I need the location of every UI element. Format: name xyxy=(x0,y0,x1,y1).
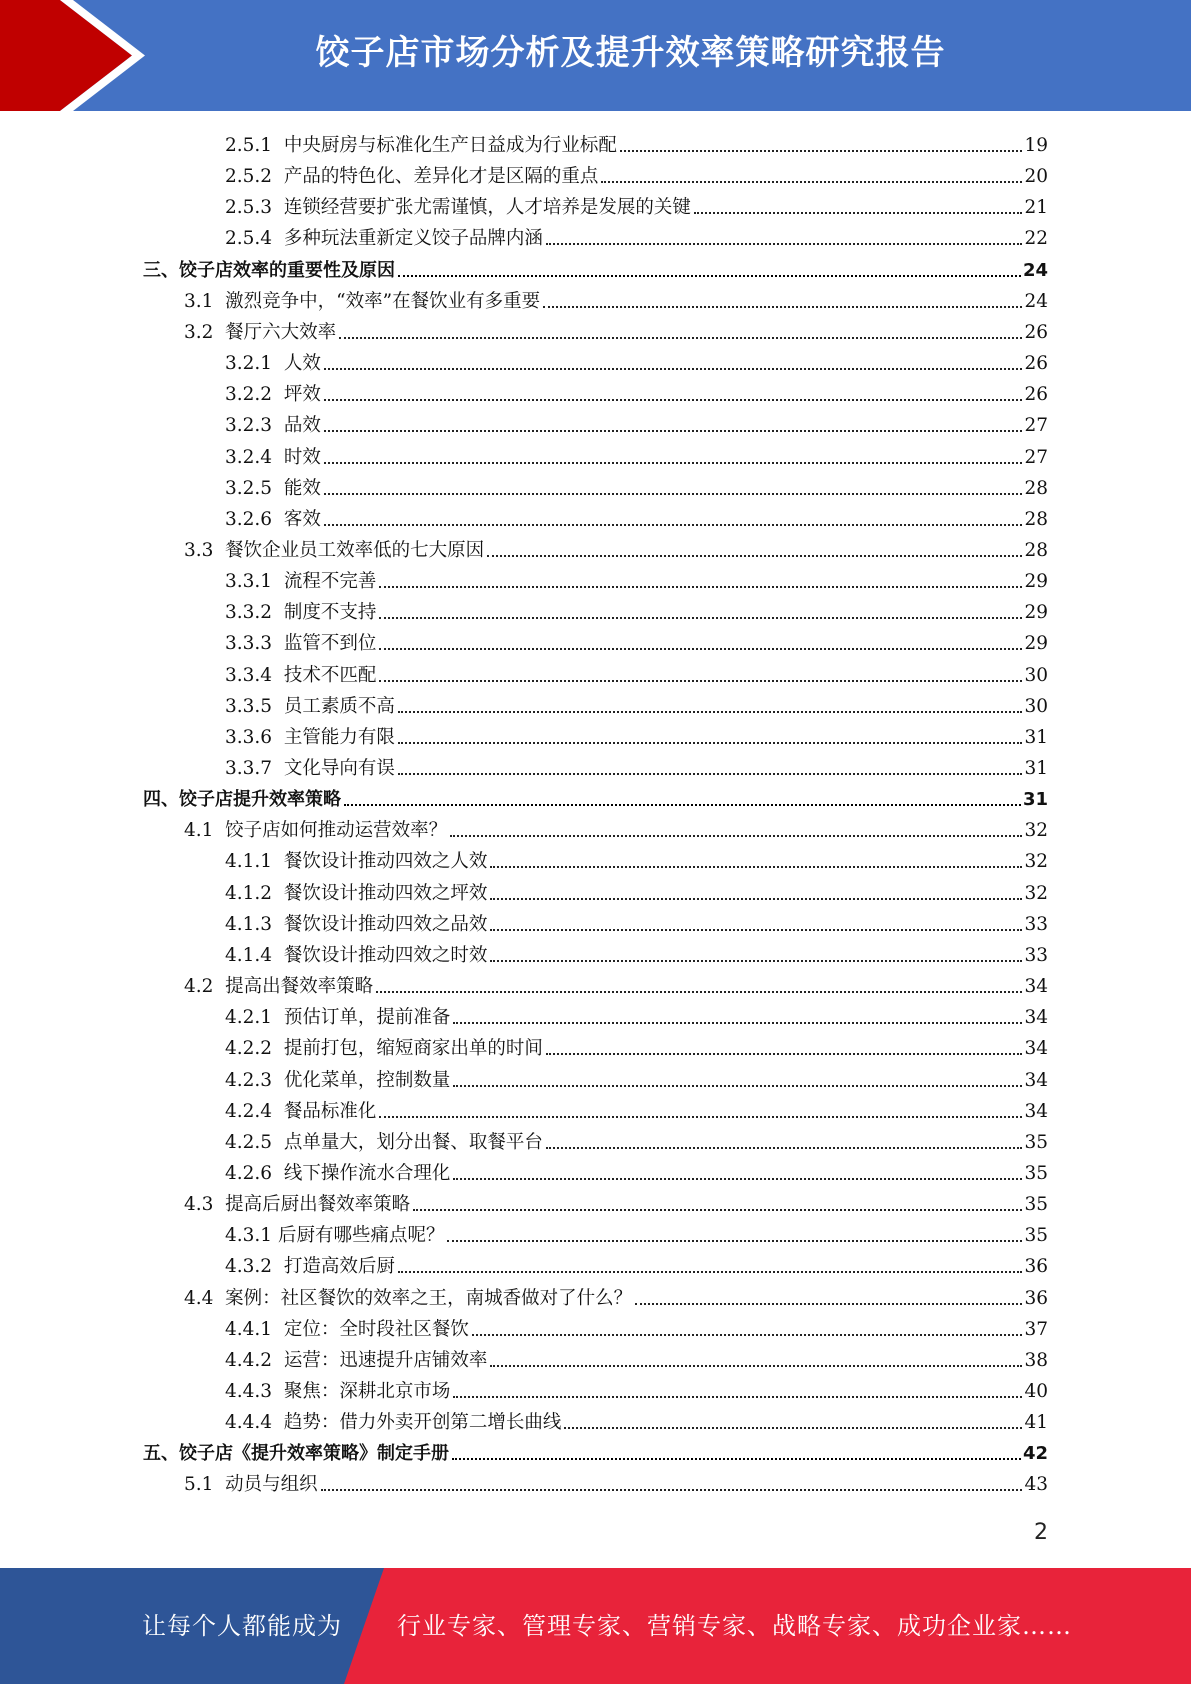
toc-entry[interactable] xyxy=(225,657,1048,688)
toc-leader-dots xyxy=(472,1333,1023,1336)
toc-entry-label: 2.5.1 中央厨房与标准化生产日益成为行业标配 xyxy=(225,135,617,156)
toc-entry-label: 2.5.3 连锁经营要扩张尤需谨慎，人才培养是发展的关键 xyxy=(225,197,691,219)
toc-entry-page: 24 xyxy=(1024,290,1048,312)
toc-entry[interactable] xyxy=(225,220,1048,251)
toc-entry-label: 3.2.1 人效 xyxy=(225,353,321,375)
toc-entry[interactable] xyxy=(225,1342,1048,1373)
toc-leader-dots xyxy=(324,429,1023,432)
toc-entry-label: 4.3.2 打造高效后厨 xyxy=(225,1256,395,1278)
toc-entry-label: 3.3.5 员工素质不高 xyxy=(225,695,395,717)
toc-entry[interactable] xyxy=(225,1217,1048,1248)
toc-entry-label: 4.2.3 优化菜单，控制数量 xyxy=(225,1069,451,1091)
toc-leader-dots xyxy=(694,211,1023,214)
toc-entry-label: 4.2.4 餐品标准化 xyxy=(225,1100,377,1122)
toc-entry[interactable] xyxy=(225,501,1048,532)
toc-entry[interactable] xyxy=(225,1404,1048,1435)
toc-entry-page: 36 xyxy=(1024,1256,1048,1278)
toc-leader-dots xyxy=(379,1115,1022,1118)
toc-leader-dots xyxy=(413,1208,1022,1211)
toc-entry-page: 34 xyxy=(1024,976,1048,998)
toc-entry-page: 27 xyxy=(1024,446,1048,468)
toc-entry-page: 30 xyxy=(1024,695,1048,717)
toc-leader-dots xyxy=(398,741,1023,744)
toc-entry[interactable] xyxy=(225,1124,1048,1155)
footer-slogan-right: 行业专家、管理专家、营销专家、战略专家、成功企业家…… xyxy=(397,1612,1072,1640)
toc-entry[interactable] xyxy=(184,532,1048,563)
toc-entry-label: 3.2.4 时效 xyxy=(225,446,321,468)
toc-entry-label: 3.3.4 技术不匹配 xyxy=(225,664,377,686)
toc-entry-label: 4.1 饺子店如何推动运营效率？ xyxy=(184,820,448,842)
toc-entry-page: 31 xyxy=(1024,758,1048,779)
toc-entry-page: 35 xyxy=(1024,1162,1048,1184)
toc-entry[interactable] xyxy=(184,968,1048,999)
document-title: 饺子店市场分析及提升效率策略研究报告 xyxy=(315,33,946,73)
toc-entry-label: 4.2.6 线下操作流水合理化 xyxy=(225,1162,451,1184)
toc-leader-dots xyxy=(543,305,1022,308)
toc-entry-label: 4.4.1 定位：全时段社区餐饮 xyxy=(225,1318,469,1340)
toc-leader-dots xyxy=(321,1488,1023,1491)
toc-entry-page: 35 xyxy=(1024,1131,1048,1153)
toc-entry[interactable] xyxy=(225,1373,1048,1404)
toc-leader-dots xyxy=(324,523,1023,526)
toc-leader-dots xyxy=(344,803,1021,806)
toc-entry-page: 36 xyxy=(1024,1287,1048,1309)
toc-leader-dots xyxy=(453,1021,1022,1024)
toc-leader-dots xyxy=(450,834,1022,837)
toc-entry-page: 30 xyxy=(1024,664,1048,686)
toc-entry-label: 3.2.2 坪效 xyxy=(225,384,321,406)
toc-entry[interactable] xyxy=(225,688,1048,719)
toc-leader-dots xyxy=(376,990,1022,993)
toc-entry-page: 43 xyxy=(1024,1474,1048,1496)
toc-entry-page: 20 xyxy=(1024,166,1048,188)
toc-entry[interactable] xyxy=(143,1435,1048,1466)
toc-entry[interactable] xyxy=(184,1466,1048,1497)
toc-leader-dots xyxy=(398,710,1023,713)
toc-leader-dots xyxy=(339,336,1022,339)
toc-entry[interactable] xyxy=(225,719,1048,750)
page-footer xyxy=(0,1568,1191,1684)
footer-slogan-left: 让每个人都能成为 xyxy=(142,1612,342,1640)
toc-entry-page: 31 xyxy=(1022,789,1048,811)
toc-entry-label: 3.3.1 流程不完善 xyxy=(225,571,377,593)
chevron-arrow-icon xyxy=(0,0,160,111)
toc-entry-label: 2.5.2 产品的特色化、差异化才是区隔的重点 xyxy=(225,166,599,188)
toc-entry[interactable] xyxy=(225,376,1048,407)
toc-leader-dots xyxy=(398,1270,1023,1273)
toc-entry-label: 五、饺子店《提升效率策略》制定手册 xyxy=(143,1443,449,1465)
toc-entry[interactable] xyxy=(225,1062,1048,1093)
toc-entry[interactable] xyxy=(225,937,1048,968)
toc-entry-page: 26 xyxy=(1024,321,1048,343)
toc-entry-page: 34 xyxy=(1024,1100,1048,1122)
toc-entry-label: 4.2.2 提前打包，缩短商家出单的时间 xyxy=(225,1038,543,1060)
toc-entry[interactable] xyxy=(225,158,1048,189)
toc-leader-dots xyxy=(453,1395,1022,1398)
toc-entry-label: 4.4.3 聚焦：深耕北京市场 xyxy=(225,1381,451,1402)
toc-entry-page: 26 xyxy=(1024,384,1048,406)
toc-leader-dots xyxy=(601,180,1022,183)
toc-leader-dots xyxy=(490,865,1022,868)
toc-entry[interactable] xyxy=(225,750,1048,781)
toc-entry-page: 41 xyxy=(1024,1412,1048,1434)
toc-entry-page: 34 xyxy=(1024,1069,1048,1091)
toc-leader-dots xyxy=(324,367,1023,370)
toc-leader-dots xyxy=(490,928,1022,931)
toc-entry[interactable] xyxy=(225,625,1048,656)
toc-entry-page: 27 xyxy=(1024,415,1048,437)
toc-leader-dots xyxy=(487,554,1022,557)
toc-entry[interactable] xyxy=(225,875,1048,906)
toc-leader-dots xyxy=(620,149,1023,152)
toc-entry-page: 28 xyxy=(1024,477,1048,499)
toc-entry-page: 28 xyxy=(1024,539,1048,561)
toc-entry-label: 4.4 案例：社区餐饮的效率之王，南城香做对了什么？ xyxy=(184,1287,633,1309)
toc-entry-page: 29 xyxy=(1024,633,1048,655)
toc-entry[interactable] xyxy=(225,1030,1048,1061)
toc-leader-dots xyxy=(324,398,1023,401)
toc-entry-label: 2.5.4 多种玩法重新定义饺子品牌内涵 xyxy=(225,228,543,250)
toc-entry[interactable] xyxy=(225,189,1048,220)
toc-leader-dots xyxy=(379,679,1022,682)
toc-entry-page: 26 xyxy=(1024,353,1048,375)
toc-entry-page: 19 xyxy=(1024,135,1048,156)
toc-entry-page: 28 xyxy=(1024,508,1048,530)
toc-entry[interactable] xyxy=(225,1248,1048,1279)
toc-entry-page: 32 xyxy=(1024,882,1048,904)
toc-leader-dots xyxy=(490,959,1022,962)
toc-entry-page: 32 xyxy=(1024,851,1048,873)
toc-leader-dots xyxy=(546,242,1023,245)
toc-leader-dots xyxy=(635,1302,1022,1305)
toc-entry-label: 3.3.2 制度不支持 xyxy=(225,602,377,624)
toc-entry-label: 3.2.3 品效 xyxy=(225,415,321,437)
toc-entry-label: 四、饺子店提升效率策略 xyxy=(143,789,341,811)
toc-leader-dots xyxy=(546,1146,1023,1149)
toc-leader-dots xyxy=(379,616,1022,619)
toc-entry[interactable] xyxy=(225,345,1048,376)
toc-entry-page: 21 xyxy=(1024,197,1048,219)
toc-entry-label: 4.2 提高出餐效率策略 xyxy=(184,976,374,998)
toc-entry-page: 37 xyxy=(1024,1318,1048,1340)
toc-entry[interactable] xyxy=(225,470,1048,501)
toc-leader-dots xyxy=(398,772,1023,775)
toc-entry-label: 3.3.3 监管不到位 xyxy=(225,633,377,655)
toc-entry[interactable] xyxy=(225,999,1048,1030)
toc-leader-dots xyxy=(490,897,1022,900)
toc-entry[interactable] xyxy=(225,843,1048,874)
toc-entry-label: 3.1 激烈竞争中，“效率”在餐饮业有多重要 xyxy=(184,290,541,312)
toc-entry-label: 5.1 动员与组织 xyxy=(184,1474,318,1496)
toc-leader-dots xyxy=(564,1426,1022,1429)
toc-entry[interactable] xyxy=(225,1093,1048,1124)
toc-entry-label: 4.2.5 点单量大，划分出餐、取餐平台 xyxy=(225,1131,543,1153)
toc-entry[interactable] xyxy=(184,1280,1048,1311)
toc-leader-dots xyxy=(379,647,1022,650)
toc-entry[interactable] xyxy=(184,314,1048,345)
toc-entry-label: 3.3.6 主管能力有限 xyxy=(225,726,395,748)
toc-leader-dots xyxy=(546,1052,1023,1055)
toc-entry-page: 35 xyxy=(1024,1225,1048,1247)
toc-entry[interactable] xyxy=(184,283,1048,314)
toc-entry-page: 34 xyxy=(1024,1038,1048,1060)
toc-entry-label: 3.3 餐饮企业员工效率低的七大原因 xyxy=(184,539,485,561)
toc-entry[interactable] xyxy=(225,594,1048,625)
toc-entry-label: 三、饺子店效率的重要性及原因 xyxy=(143,259,395,281)
toc-leader-dots xyxy=(324,492,1023,495)
toc-entry-label: 3.3.7 文化导向有误 xyxy=(225,758,395,779)
toc-entry-page: 38 xyxy=(1024,1349,1048,1371)
toc-entry-page: 42 xyxy=(1022,1443,1048,1465)
toc-leader-dots xyxy=(398,274,1021,277)
toc-entry[interactable] xyxy=(225,1155,1048,1186)
toc-entry-label: 4.1.1 餐饮设计推动四效之人效 xyxy=(225,851,488,873)
toc-entry-page: 34 xyxy=(1024,1007,1048,1029)
toc-entry-page: 29 xyxy=(1024,602,1048,624)
toc-entry[interactable] xyxy=(143,781,1048,812)
toc-entry-label: 4.1.4 餐饮设计推动四效之时效 xyxy=(225,944,488,966)
toc-entry-label: 4.3.1 后厨有哪些痛点呢？ xyxy=(225,1225,445,1247)
toc-entry-label: 4.2.1 预估订单，提前准备 xyxy=(225,1007,451,1029)
toc-entry[interactable] xyxy=(225,407,1048,438)
toc-entry[interactable] xyxy=(225,906,1048,937)
toc-entry[interactable] xyxy=(184,812,1048,843)
toc-entry-page: 33 xyxy=(1024,944,1048,966)
toc-entry-page: 35 xyxy=(1024,1194,1048,1216)
toc-leader-dots xyxy=(379,585,1022,588)
toc-entry-page: 31 xyxy=(1024,726,1048,748)
toc-entry-label: 4.4.2 运营：迅速提升店铺效率 xyxy=(225,1349,488,1371)
toc-entry[interactable] xyxy=(225,439,1048,470)
toc-entry[interactable] xyxy=(225,127,1048,158)
toc-entry-label: 3.2.5 能效 xyxy=(225,477,321,499)
toc-leader-dots xyxy=(447,1239,1022,1242)
toc-entry-label: 4.3 提高后厨出餐效率策略 xyxy=(184,1194,411,1216)
toc-leader-dots xyxy=(453,1084,1022,1087)
toc-entry-page: 33 xyxy=(1024,913,1048,935)
toc-entry-page: 29 xyxy=(1024,571,1048,593)
toc-leader-dots xyxy=(453,1177,1022,1180)
toc-leader-dots xyxy=(324,461,1023,464)
toc-entry[interactable] xyxy=(184,1186,1048,1217)
toc-entry-label: 4.4.4 趋势：借力外卖开创第二增长曲线 xyxy=(225,1412,562,1434)
toc-entry-label: 3.2 餐厅六大效率 xyxy=(184,321,337,343)
toc-entry-page: 22 xyxy=(1024,228,1048,250)
toc-leader-dots xyxy=(452,1457,1021,1460)
toc-entry[interactable] xyxy=(225,563,1048,594)
toc-leader-dots xyxy=(490,1364,1022,1367)
toc-entry-page: 32 xyxy=(1024,820,1048,842)
toc-entry[interactable] xyxy=(225,1311,1048,1342)
page-number: 2 xyxy=(1034,1520,1048,1545)
toc-entry-label: 4.1.3 餐饮设计推动四效之品效 xyxy=(225,913,488,935)
toc-entry-label: 3.2.6 客效 xyxy=(225,508,321,530)
toc-entry-page: 40 xyxy=(1024,1381,1048,1402)
toc-entry-label: 4.1.2 餐饮设计推动四效之坪效 xyxy=(225,882,488,904)
toc-entry[interactable] xyxy=(143,252,1048,283)
toc-entry-page: 24 xyxy=(1022,259,1048,281)
page-header xyxy=(0,0,1191,111)
